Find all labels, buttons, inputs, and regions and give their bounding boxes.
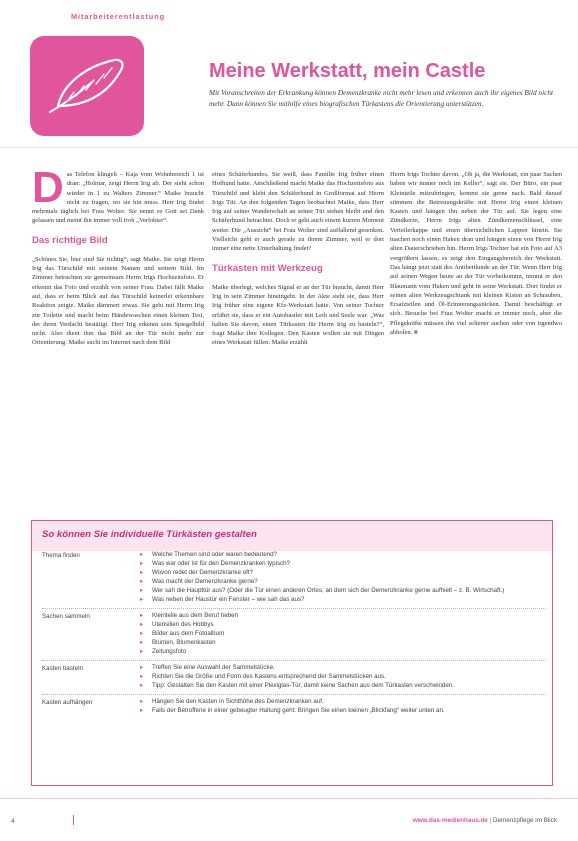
feather-icon — [44, 54, 130, 118]
article-column-3 — [390, 170, 562, 337]
list-item: ▸ Was war oder ist für den Demenzkranken typisch? — [138, 559, 546, 568]
info-box-table — [42, 548, 546, 719]
article-text: Herrn Irigs Tochter davon. „Oh ja, die Werkstatt, ein paar Sachen haben wir immer noch im Keller“, sagt sie. Der Büro, ein paar Kleinteile mitzubringen, kommt sie gerne nach. Bald darauf stimmen die Betreuungskräfte mit Herrn Irig einen kleinen Kasten und hängen ihn neben der Tür auf. Sie legen eine Zündkerze, Herrn Irigs alten Zündkerzenschlüssel, eine Verteilerkappe und einen übersichtlichen Lappen hinein. Sie machen noch einen Haken dran und hängen einen von Herrn Irig alten Dauerschrieben hin. Herrn Irigs Tochter hat ein Foto auf A3 vergrößern lassen, es zeigt den Eingangsbereich der Werkstatt. Das hängt jetzt statt des Antibettlunde an der Tür. Wenn Herr Irig auf seinen Wegen heute an der Tür vorbeikommt, nimmt er den Blaumann vom Haken und geht in seine Werkstatt. Dort findet er seinen alten Werkzeugschrank mit kleinen Kisten an Schrauben, Ersatzteilen und Öl-Erinnerungsstücken. Damit beschäftigt er sich. Besuche bei Frau Wolter macht er immer noch, aber die Pflegekräfte müssen ihn viel seltener suchen oder von irgendwo abholen. — [390, 171, 562, 337]
list-item: ▸ Tipp: Gestalten Sie den Kasten mit einer Plexiglas-Tür, damit keine Sachen aus dem Türkasten verschwinden. — [138, 681, 546, 690]
section-heading-richtige-bild: Das richtige Bild — [32, 234, 108, 246]
list-item: ▸ Wovon redet der Demenzkranke oft? — [138, 568, 546, 577]
end-mark: ■ — [413, 329, 418, 337]
list-item: ▸ Richten Sie die Größe und Form des Kastens entsprechend der Sammelstücken aus. — [138, 672, 546, 681]
list-item: ▸ Kleinteile aus dem Beruf heben — [138, 611, 546, 620]
page-title: Meine Werkstatt, mein Castle — [209, 60, 486, 82]
header-divider — [0, 147, 578, 148]
lead-text: Mit Voranschreiten der Erkrankung können Demenzkranke nicht mehr lesen und erkennen auch ihr eigenes Bild nicht mehr. Dann können Sie mithilfe eines biografischen Türkastens die Orientierung unterstützen. — [209, 88, 554, 108]
footer-separator: | — [487, 817, 493, 824]
drop-cap: D — [32, 163, 64, 212]
info-row-items — [138, 611, 546, 656]
info-row — [42, 608, 546, 660]
list-item: ▸ Hängen Sie den Kasten in Sichthöhe des Demenzkranken auf. — [138, 697, 546, 706]
info-row-label: Kasten aufhängen — [42, 699, 93, 706]
article-paragraph: eines Schäferhundes. Sie weiß, dass Familie Irig früher einen Hofhund hatte. Anschließend macht Maike das Hochzeitsfoto aus Türschild und klebt den Schäferhund in Großformat auf Herrn Irigs Tür. An den folgenden Tagen beobachtet Maike, dass Herr Irig auf seiner Wanderschaft an seiner Tür stehen bleibt und den Schäferhund betrachtet. Doch er geht auch einem kurzen Moment weiter. Die „Aussicht“ bei Frau Wolter sind auffallend gesenken. Vielleicht geht er auch gerade zu ihrem Zimmer, weil er dort immer eine nette Unterhaltung findet? — [212, 171, 384, 253]
info-row-items — [138, 550, 546, 604]
info-box — [31, 520, 553, 786]
magazine-name: Demenzpflege im Blick — [492, 817, 557, 824]
info-row — [42, 548, 546, 608]
footer-divider — [0, 798, 578, 799]
feather-logo — [30, 36, 144, 136]
footer-credit — [413, 817, 557, 824]
footer-url-link[interactable]: www.das-medienhaus.de — [412, 817, 488, 824]
info-row-items — [138, 663, 546, 690]
list-item: ▸ Wer sah die Haupttür aus? (Oder die Tür einen anderen Ortes, an dem sich der Demenzkranke gerne aufhielt – z. B. Wirtschaft.) — [138, 586, 546, 595]
article-paragraph: „Schönes Sie, hier sind Sie richtig“, sagt Maike. Sie zeigt Herrn Irig das Türschild mit seinem Namen und seinem Bild. Im Zimmer betrachten sie gemeinsam Herrn Irigs Hochzeitsfoto. Er erkennt das Foto und erzählt von seiner Frau. Dabei fällt Maike auf, dass er beim Blick auf das Türschild keinerlei erkennbare Reaktion zeigte. Maike dämmert etwas. Sie geht mit Herrn Irig zur Toilette und macht beim Händewaschen einen kleinen Test, der ihren Verdacht bestätigt. Herr Irig erkennt sein Spiegelbild nicht. Also dient ihm das Bild an der Tür nicht mehr zur Orientierung. Maike sucht im Internet nach dem Bild — [32, 255, 204, 347]
info-box-header — [32, 521, 552, 551]
list-item: ▸ Welche Themen sind oder waren bedeutend? — [138, 550, 546, 559]
list-item: ▸ Utensilien des Hobbys — [138, 620, 546, 629]
info-row-items — [138, 697, 546, 715]
article-column-1 — [32, 163, 204, 348]
list-item: ▸ Blumen, Blumenkasten — [138, 638, 546, 647]
info-row — [42, 694, 546, 719]
list-item: ▸ Was neben der Haustür ein Fenster – wie sah das aus? — [138, 595, 546, 604]
list-item: ▸ Falls der Betroffene in einer gebeugter Haltung geht: Bringen Sie einen kleinen „Blickfang“ weiter unten an. — [138, 706, 546, 715]
info-row-label: Thema finden — [42, 552, 80, 559]
article-paragraph — [390, 170, 562, 337]
list-item: ▸ Was macht der Demenzkranke gerne? — [138, 577, 546, 586]
article-paragraph: as Telefon klingelt – Kaja vom Wohnbereich 1 ist dran: „Holmar, zeigt Herrn Irig ab. Der sieht schon wieder in 1 zu Walters Zimmer.“ Maike braucht nicht zu fragen, wo sie hin muss. Herr Irig findet mehrmals täglich bei Frau Wolter. Sie nennt es Gott sei Dank gelassen und meint ihn immer voll froh „Verlobter“. — [32, 171, 204, 225]
info-row-label: Sachen sammeln — [42, 613, 90, 620]
article-paragraph: Maike überlegt, welches Signal er an der Tür braucht, damit Herr Irig in sein Zimmer hineingeht. In der Akte sieht sie, dass Herr Irig früher eine eigene Kfz-Werkstatt hatte. Von seiner Tochter erfährt sie, dass er ein Autobastler mit Leib und Seele war. „Was halten Sie davon, einen Türkasten für Herrn Irig zu basteln?“, fragt Maike ihre Kollegen. Den Kasten wollen sie mit Dingen eines Werkstatt füllen. Maike erzählt — [212, 283, 384, 347]
list-item: ▸ Zeitungsfoto — [138, 647, 546, 656]
list-item: ▸ Treffen Sie eine Auswahl der Sammelstücke. — [138, 663, 546, 672]
page-number: 4 — [11, 818, 15, 825]
list-item: ▸ Bilder aus dem Fotoalbum — [138, 629, 546, 638]
info-row-label: Kasten basteln — [42, 665, 83, 672]
info-box-title: So können Sie individuelle Türkästen gestalten — [42, 529, 257, 540]
article-column-2 — [212, 170, 384, 348]
section-label: Mitarbeiterentlastung — [71, 12, 166, 21]
footer-tick — [73, 815, 74, 825]
info-row — [42, 660, 546, 694]
section-heading-tuerkasten: Türkasten mit Werkzeug — [212, 262, 323, 274]
